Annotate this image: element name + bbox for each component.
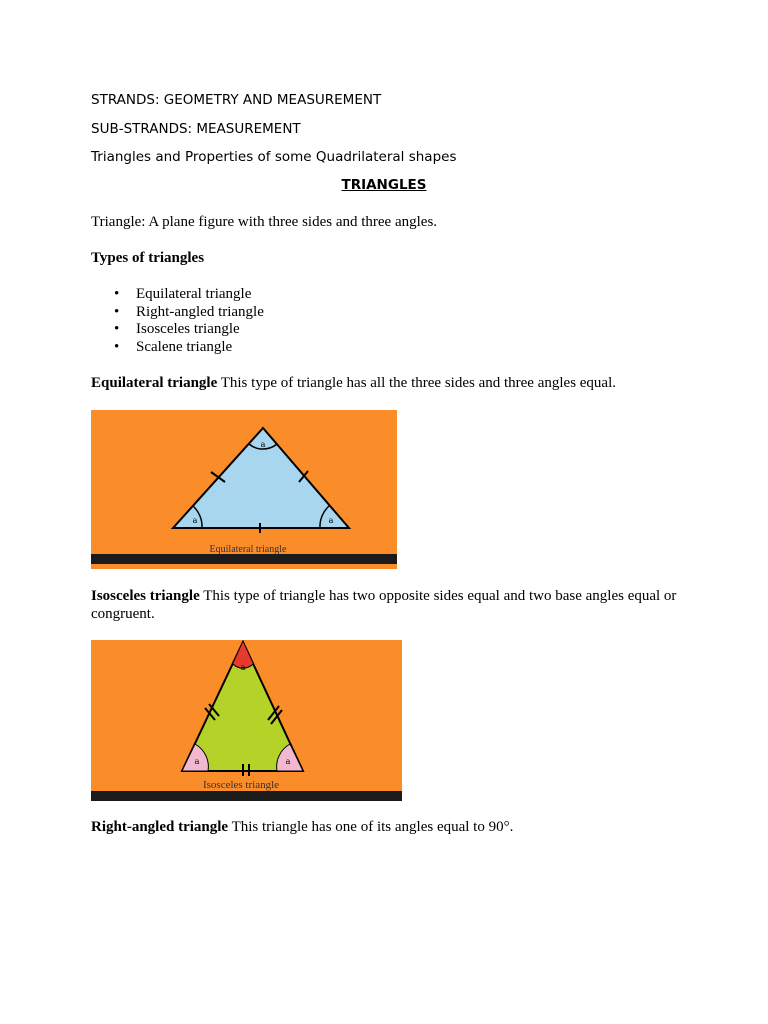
isosceles-diagram: [91, 640, 402, 801]
angle-label: a: [328, 516, 334, 525]
types-heading: Types of triangles: [91, 250, 205, 266]
triangle-definition: Triangle: A plane figure with three sides and three angles.: [91, 214, 438, 230]
angle-label: a: [240, 663, 246, 672]
strands-line: STRANDS: GEOMETRY AND MEASUREMENT: [91, 92, 382, 108]
figure-caption: Isosceles triangle: [202, 779, 280, 791]
page-heading: TRIANGLES: [341, 177, 427, 193]
list-item: • Isosceles triangle: [114, 321, 240, 338]
angle-label: a: [194, 757, 200, 766]
list-item: • Scalene triangle: [114, 339, 233, 356]
isosceles-figure: [91, 640, 402, 801]
angle-label: a: [285, 757, 291, 766]
list-item: • Right-angled triangle: [114, 303, 264, 320]
topic-line: Triangles and Properties of some Quadrilateral shapes: [91, 149, 457, 165]
sub-strands-line: SUB-STRANDS: MEASUREMENT: [91, 121, 301, 137]
figure-caption: Equilateral triangle: [209, 544, 287, 555]
equilateral-diagram: [91, 410, 397, 569]
equilateral-figure: [91, 410, 397, 569]
isosceles-description: Isosceles triangle This type of triangle has two opposite sides equal and two base angles equal or congruent.: [91, 588, 677, 622]
equilateral-description: Equilateral triangle This type of triangle has all the three sides and three angles equal.: [91, 375, 617, 391]
angle-label: a: [192, 516, 198, 525]
types-list: [91, 286, 264, 357]
angle-label: a: [260, 440, 266, 449]
right-angled-description: Right-angled triangle This triangle has one of its angles equal to 90°.: [91, 819, 514, 835]
list-item: • Equilateral triangle: [114, 286, 252, 302]
